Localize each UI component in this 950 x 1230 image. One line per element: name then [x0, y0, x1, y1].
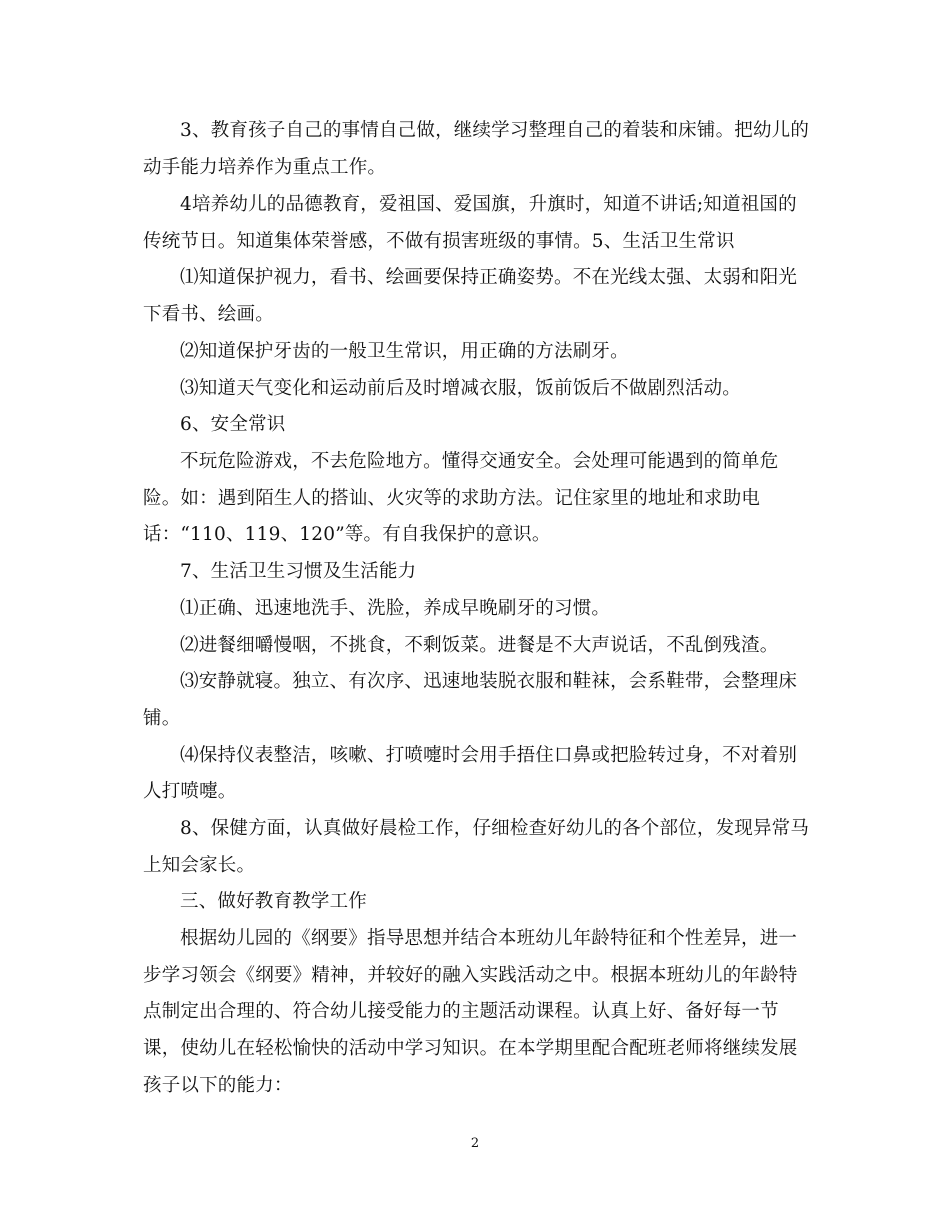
paragraph-line: 根据幼儿园的《纲要》指导思想并结合本班幼儿年龄特征和个性差异，进一	[180, 928, 798, 949]
paragraph-line: ⑶安静就寝。独立、有次序、迅速地装脱衣服和鞋袜，会系鞋带，会整理床	[180, 671, 798, 692]
paragraph-line: 话：“110、119、120”等。有自我保护的意识。	[143, 524, 551, 545]
paragraph-line: 人打喷嚏。	[143, 781, 237, 802]
paragraph-line: ⑶知道天气变化和运动前后及时增减衣服，饭前饭后不做剧烈活动。	[180, 378, 742, 399]
paragraph-line: 不玩危险游戏，不去危险地方。懂得交通安全。会处理可能遇到的简单危	[180, 451, 779, 472]
paragraph-line: ⑴知道保护视力，看书、绘画要保持正确姿势。不在光线太强、太弱和阳光	[180, 267, 798, 288]
paragraph-line: 点制定出合理的、符合幼儿接受能力的主题活动课程。认真上好、备好每一节	[143, 1001, 779, 1022]
paragraph-line: 上知会家长。	[143, 855, 256, 876]
paragraph-line: 孩子以下的能力：	[143, 1075, 293, 1096]
paragraph-line: 步学习领会《纲要》精神，并较好的融入实践活动之中。根据本班幼儿的年龄特	[143, 965, 798, 986]
paragraph-line: 传统节日。知道集体荣誉感，不做有损害班级的事情。5、生活卫生常识	[143, 231, 735, 252]
paragraph-line: 铺。	[143, 708, 181, 729]
paragraph-line: 4培养幼儿的品德教育，爱祖国、爱国旗，升旗时，知道不讲话;知道祖国的	[180, 194, 797, 215]
paragraph-line: 课，使幼儿在轻松愉快的活动中学习知识。在本学期里配合配班老师将继续发展	[143, 1038, 798, 1059]
paragraph-line: ⑵知道保护牙齿的一般卫生常识，用正确的方法刷牙。	[180, 341, 629, 362]
paragraph-line: ⑷保持仪表整洁，咳嗽、打喷嚏时会用手捂住口鼻或把脸转过身，不对着别	[180, 745, 798, 766]
paragraph-line: 3、教育孩子自己的事情自己做，继续学习整理自己的着装和床铺。把幼儿的	[180, 120, 810, 141]
paragraph-line: ⑴正确、迅速地洗手、洗脸，养成早晚刷牙的习惯。	[180, 598, 611, 619]
section-heading: 6、安全常识	[180, 414, 286, 435]
paragraph-line: 下看书、绘画。	[143, 304, 274, 325]
paragraph-line: 8、保健方面，认真做好晨检工作，仔细检查好幼儿的各个部位，发现异常马	[180, 818, 810, 839]
section-heading: 三、做好教育教学工作	[180, 891, 368, 912]
page-number: 2	[470, 1136, 480, 1151]
paragraph-line: ⑵进餐细嚼慢咽，不挑食，不剩饭菜。进餐是不大声说话，不乱倒残渣。	[180, 635, 779, 656]
paragraph-line: 动手能力培养作为重点工作。	[143, 157, 387, 178]
paragraph-line: 险。如：遇到陌生人的搭讪、火灾等的求助方法。记住家里的地址和求助电	[143, 488, 761, 509]
section-heading: 7、生活卫生习惯及生活能力	[180, 561, 417, 582]
